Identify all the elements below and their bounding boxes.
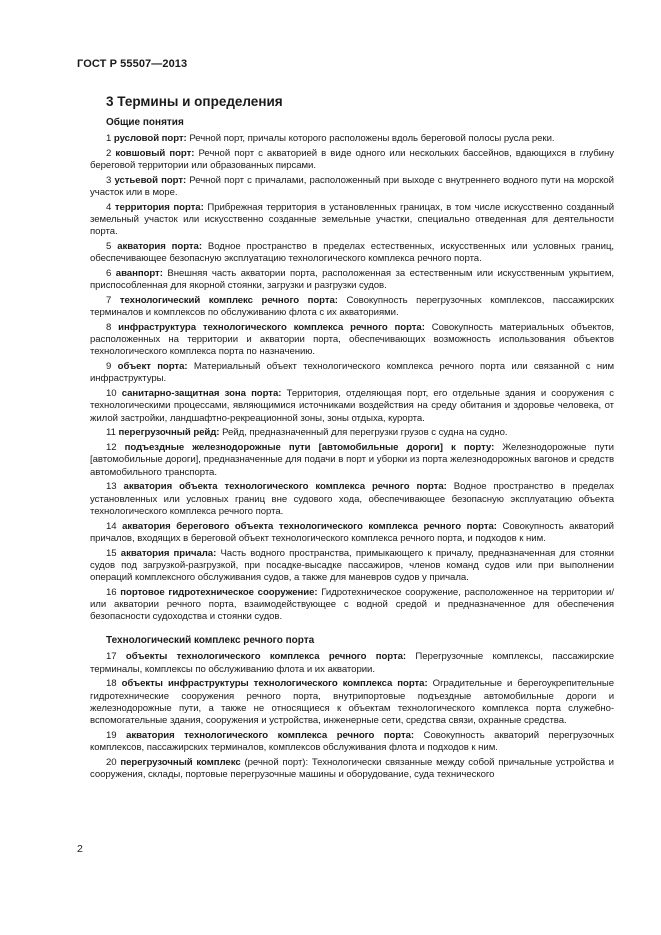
term-name: портовое гидротехническое сооружение: [120,586,318,598]
term-number: 17 [106,651,117,663]
term-name: русловой порт: [113,133,187,144]
term-name: объект порта: [117,361,188,373]
term-entry [90,442,614,479]
term-entry [90,148,614,172]
term-entry [90,481,614,518]
term-name: территория порта: [114,201,204,213]
section-title: 3 Термины и определения [106,94,283,109]
term-number: 2 [106,147,112,159]
term-number: 1 [106,133,112,144]
term-definition: Совокупность акваторий причалов, входящих в береговой объект технологического комплекса речного порта, и подходов к ним. [90,520,614,544]
term-name: акватория берегового объекта технологического комплекса речного порта: [122,520,497,532]
term-definition: Совокупность перегрузочных комплексов, пассажирских терминалов и комплексов по обслуживанию флота с их акваториями. [90,295,614,319]
term-name: перегрузочный комплекс [120,756,241,768]
term-number: 6 [106,268,112,279]
term-name: акватория объекта технологического комплекса речного порта: [123,481,447,493]
term-entry [90,268,614,292]
term-number: 14 [106,520,117,532]
term-name: объекты технологического комплекса речного порта: [125,651,407,663]
term-entry [90,241,614,265]
term-entry [90,678,614,727]
term-definition: Внешняя часть акватории порта, расположенная за естественным или искусственным укрытием, приспособленная для якорной стоянки, загрузки и разгрузки судов. [90,268,614,292]
term-definition: Водное пространство в пределах установленных или условных границ вне судового хода, обеспечивающее безопасную эксплуатацию объекта технологического комплекса речного порта. [90,481,614,517]
general-terms-list [90,133,614,623]
term-number: 13 [106,481,117,493]
term-definition: Речной порт с причалами, расположенный при выходе с внутреннего водного пути на морской участок или в море. [90,174,614,198]
term-definition: Материальный объект технологического комплекса речного порта или связанной с ним инфраструктуры. [90,361,615,385]
page-content [90,94,614,784]
term-entry [90,548,614,585]
term-definition: Речной порт, причалы которого расположены вдоль береговой полосы русла реки. [189,133,555,144]
term-entry [90,388,614,425]
term-definition: Перегрузочные комплексы, пассажирские терминалы, комплексы по обслуживанию флота и их акватории. [90,651,614,675]
term-name: перегрузочный рейд: [118,427,220,439]
term-definition: Речной порт с акваторией в виде одного или нескольких бассейнов, вдающихся в глубину береговой территории или образованных пирсами. [90,147,614,171]
term-name: подъездные железнодорожные пути [автомобильные дороги] к порту: [124,442,495,454]
term-entry [90,587,614,624]
term-name: санитарно-защитная зона порта: [121,388,282,400]
page-number: 2 [77,843,83,855]
term-name: устьевой порт: [114,174,187,186]
term-number: 8 [106,322,112,333]
term-number: 3 [106,174,112,186]
term-name: технологический комплекс речного порта: [119,295,338,306]
term-number: 15 [106,547,117,559]
term-entry [90,521,614,545]
term-entry [90,133,614,145]
term-number: 20 [106,756,117,768]
term-number: 19 [106,729,117,741]
term-name: акватория технологического комплекса речного порта: [126,729,415,741]
term-definition: (речной порт): Технологически связанные между собой причальные устройства и сооружения, склады, портовые перегрузочные машины и оборудование, суда технического [90,756,614,781]
term-entry [90,427,614,439]
term-name: ковшовый порт: [115,147,195,159]
tech-terms-list [90,651,614,781]
term-number: 5 [106,241,112,252]
term-definition: Оградительные и берегоукрепительные гидротехнические сооружения речного порта, внутрипортовые подъездные автомобильные дороги и железнодорожные пути, а также не относящиеся к объектам технологического комплекса порта служебно-вспомогательные здания, сооружения и устройства, инженерные сети, средства связи, охранные средства. [90,678,614,727]
term-definition: Часть водного пространства, примыкающего к причалу, предназначенная для стоянки судов под загрузкой-разгрузкой, при посадке-высадке пассажиров, членов команд судов или при выполнении операций комплексного обслуживания судов, а также для маневров судов у причала. [90,547,614,584]
term-name: акватория причала: [120,547,217,559]
term-entry [90,361,614,385]
term-entry [90,175,614,199]
term-entry [90,757,614,781]
term-entry [90,295,614,319]
term-definition: Совокупность акваторий перегрузочных комплексов, пассажирских терминалов, комплексов обслуживания флота и подходов к ним. [90,729,614,754]
term-entry [90,322,614,359]
term-entry [90,651,614,675]
term-number: 10 [106,388,117,400]
term-number: 4 [106,201,112,213]
subheading-tech-complex: Технологический комплекс речного порта [106,635,315,647]
term-definition: Железнодорожные пути [автомобильные дороги], предназначенные для подачи в порт и уборки из порта железнодорожных вагонов и средств автомобильного транспорта. [90,442,614,478]
document-code: ГОСТ Р 55507—2013 [77,58,188,70]
term-definition: Территория, отделяющая порт, его отдельные здания и сооружения с технологическими процессами, являющимися источниками воздействия на среду обитания и здоровье человека, от жилой застройки, ландшафтно-рекреационной зоны, зоны отдыха, курорта. [90,388,614,424]
term-name: аванпорт: [115,268,163,279]
term-number: 11 [106,427,116,439]
term-number: 9 [106,361,112,373]
term-entry [90,202,614,239]
term-number: 7 [106,295,112,306]
term-name: инфраструктура технологического комплекса речного порта: [118,322,425,333]
term-definition: Рейд, предназначенный для перегрузки грузов с судна на судно. [222,427,508,439]
term-definition: Водное пространство в пределах естественных, искусственных или условных границ, обеспечивающее безопасную эксплуатацию технологического комплекса речного порта. [90,241,615,265]
term-name: объекты инфраструктуры технологического комплекса порта: [121,678,428,690]
term-definition: Совокупность материальных объектов, расположенных на территории и акватории порта, обеспечивающих возможность использования объектов технологического комплекса порта по назначению. [90,322,614,358]
term-definition: Прибрежная территория в установленных границах, в том числе искусственно созданный земельный участок или искусственно созданные земельные участки, специально отведенная для деятельности порта. [90,201,615,238]
term-name: акватория порта: [117,241,202,252]
term-number: 18 [106,678,117,690]
term-definition: Гидротехническое сооружение, расположенное на территории и/или акватории речного порта, взаимодействующее с водной средой и предназначенное для обеспечения безопасности судоходства и стоянки судов. [90,586,614,623]
term-number: 16 [106,586,117,598]
term-number: 12 [106,442,117,454]
term-entry [90,730,614,754]
subheading-general: Общие понятия [106,117,184,128]
